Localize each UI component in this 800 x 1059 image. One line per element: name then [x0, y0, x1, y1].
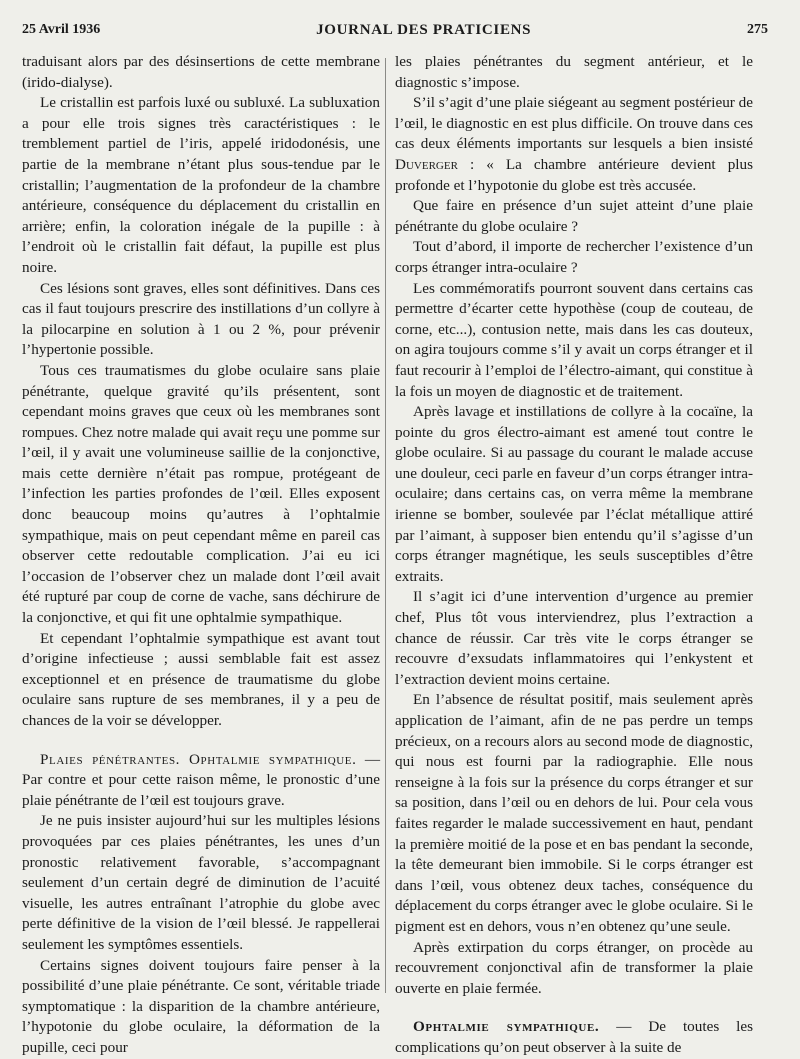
paragraph: Je ne puis insister aujourd’hui sur les multiples lésions provoquées par ces plaies pénétrantes, les unes d’un pronostic relativement favorable, s’accompagnant seulement d’un certain degré de diminution de l’acuité visuelle, les autres entraînant l’atrophie du globe avec perte définitive de la vision de l’œil blessé. Je rappellerai seulement les symptômes essentiels.: [22, 812, 380, 953]
paragraph-text: — De toutes les complications qu’on peut observer à la suite de: [395, 1018, 754, 1056]
paragraph-text: S’il s’agit d’une plaie siégeant au segment postérieur de l’œil, le diagnostic en est plus difficile. On trouve dans ces cas deux éléments importants sur lesquels a bien insisté: [395, 94, 753, 153]
author-name: Duverger: [395, 155, 458, 173]
paragraph: Et cependant l’ophtalmie sympathique est avant tout d’origine infectieuse ; aussi semblable fait est assez exceptionnel et en présence de traumatisme du globe oculaire sans rupture de ses membranes, il y a peu de chances de la voir se développer.: [22, 629, 380, 729]
left-column: [22, 52, 380, 1059]
paragraph: Certains signes doivent toujours faire penser à la possibilité d’une plaie pénétrante. Ce sont, véritable triade symptomatique : la disparition de la chambre antérieure, l’hypotonie du globe oculaire, la déformation de la pupille, ceci pour: [22, 956, 380, 1056]
section-heading: Ophtalmie sympathique.: [413, 1018, 600, 1036]
journal-title: JOURNAL DES PRATICIENS: [316, 21, 532, 38]
paragraph: les plaies pénétrantes du segment antérieur, et le diagnostic s’impose.: [395, 53, 753, 91]
paragraph: [395, 93, 753, 196]
section-paragraph: [395, 1017, 753, 1058]
paragraph: Que faire en présence d’un sujet atteint d’une plaie pénétrante du globe oculaire ?: [395, 197, 753, 235]
page-header: [22, 18, 768, 42]
page-number: 275: [747, 22, 768, 37]
paragraph: traduisant alors par des désinsertions de cette membrane (irido-dialyse).: [22, 53, 380, 91]
right-column: [395, 52, 753, 1059]
issue-date: 25 Avril 1936: [22, 22, 101, 37]
paragraph: Il s’agit ici d’une intervention d’urgence au premier chef, Plus tôt vous interviendrez, plus l’extraction a chance de réussir. Car très vite le corps étranger se recouvre d’exsudats inflammatoires qui l’enkystent et l’extraction devient moins certaine.: [395, 588, 753, 688]
paragraph-text: — Par contre et pour cette raison même, le pronostic d’une plaie pénétrante de l’œil est toujours grave.: [22, 750, 380, 809]
section-heading: Plaies pénétrantes. Ophtalmie sympathique.: [40, 750, 357, 768]
paragraph: Les commémoratifs pourront souvent dans certains cas permettre d’écarter cette hypothèse (coup de couteau, de corne, etc...), contusion nette, mais dans les cas douteux, on agira toujours comme s’il y avait un corps étranger et il faut recourir à l’emploi de l’électro-aimant, qui constitue à la fois un moyen de diagnostic et de traitement.: [395, 279, 753, 400]
paragraph: Après extirpation du corps étranger, on procède au recouvrement conjonctival afin de transformer la plaie ouverte en plaie fermée.: [395, 938, 753, 997]
paragraph-text: : « La chambre antérieure devient plus profonde et l’hypotonie du globe est très accusée.: [395, 155, 754, 194]
paragraph: Tout d’abord, il importe de rechercher l’existence d’un corps étranger intra-oculaire ?: [395, 238, 753, 276]
column-divider: [385, 58, 386, 993]
paragraph: Tous ces traumatismes du globe oculaire sans plaie pénétrante, quelque gravité qu’ils présentent, sont cependant moins graves que ceux où les membranes sont rompues. Chez notre malade qui avait reçu une pomme sur l’œil, il y avait une volumineuse saillie de la conjonctive, mais cette dernière n’était pas rompue, protégeant de l’infection les parties profondes de l’œil. Elles exposent donc beaucoup moins qu’autres à l’ophtalmie sympathique, mais on peut cependant même en pareil cas observer cette redoutable complication. J’ai eu ici l’occasion de l’observer chez un malade dont l’œil avait été rupturé par coup de corne de vache, sans déchirure de la conjonctive, et qui fit une ophtalmie sympathique.: [22, 361, 380, 627]
section-paragraph: [22, 750, 380, 812]
paragraph: Après lavage et instillations de collyre à la cocaïne, la pointe du gros électro-aimant est amené tout contre le globe oculaire. Si au passage du courant le malade accuse une douleur, ceci parle en faveur d’un corps étranger intra-oculaire; dans certains cas, on verra même la membrane irienne se bomber, soulevée par l’éclat métallique attiré par l’aimant, à supposer bien entendu qu’il s’agisse d’un corps étranger magnétique, les seuls susceptibles d’être extraits.: [395, 403, 753, 585]
paragraph: Le cristallin est parfois luxé ou subluxé. La subluxation a pour elle trois signes très caractéristiques : le tremblement partiel de l’iris, appelé iridodonésis, une partie de la membrane n’étant plus sous-tendue par le cristallin; l’augmentation de la profondeur de la chambre antérieure, conséquence du déplacement du cristallin en arrière; enfin, la coloration inégale de la pupille : à l’endroit où le cristallin fait défaut, la pupille est plus noire.: [22, 94, 380, 276]
paragraph: En l’absence de résultat positif, mais seulement après application de l’aimant, afin de ne pas perdre un temps précieux, on a recours alors au second mode de diagnostic, qui nous est fourni par la radiographie. Elle nous renseigne à la fois sur la présence du corps étranger et sur sa position, dans l’œil ou en dehors de lui. Pour cela vous faites regarder le malade successivement en haut, pendant la première moitié de la pose et en bas pendant la seconde, la tête demeurant bien immobile. Si le corps étranger est dans l’œil, vous obtenez deux taches, conséquence du déplacement du corps étranger avec le globe oculaire. Si le pigment est en dehors, vous n’en obtenez qu’une seule.: [395, 691, 753, 935]
paragraph: Ces lésions sont graves, elles sont définitives. Dans ces cas il faut toujours prescrire des instillations d’un collyre à la pilocarpine en solution à 1 ou 2 %, pour prévenir l’hypertonie possible.: [22, 279, 380, 359]
